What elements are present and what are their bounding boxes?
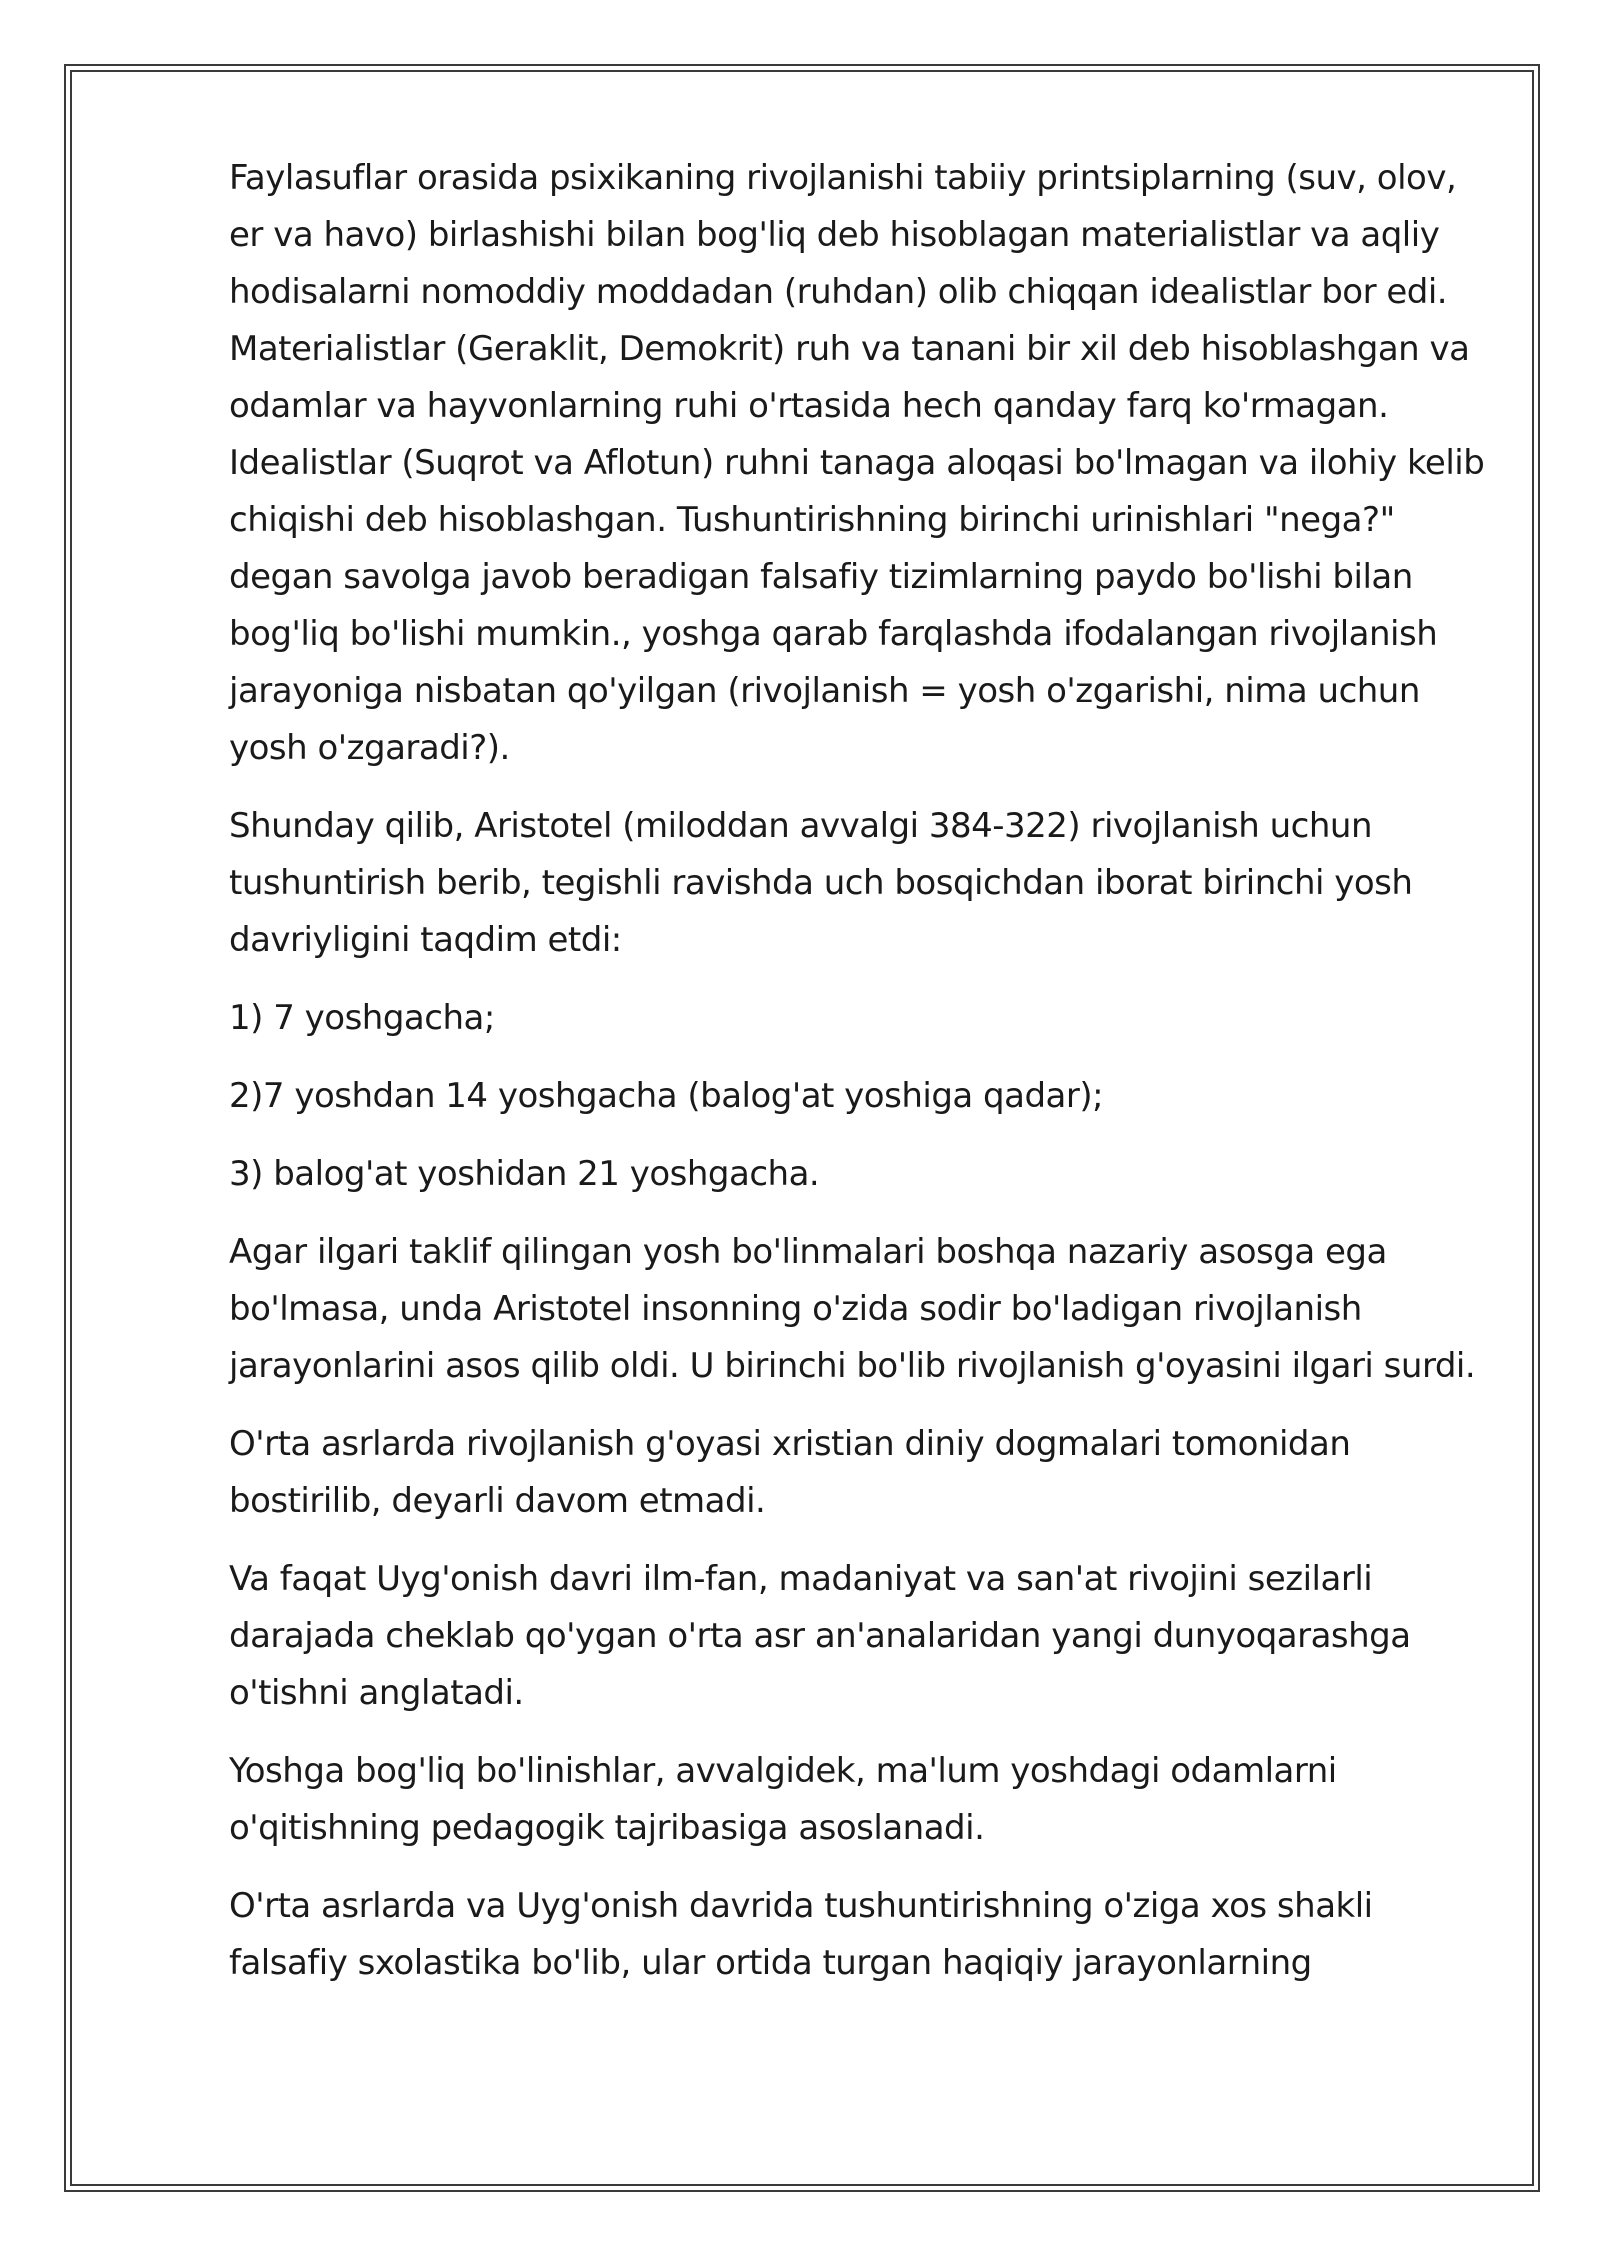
- paragraph-3: Agar ilgari taklif qilingan yosh bo'linmalari boshqa nazariy asosga ega bo'lmasa, unda Aristotel insonning o'zida sodir bo'ladigan rivojlanish jarayonlarini asos qilib oldi. U birinchi bo'lib rivojlanish g'oyasini ilgari surdi.: [229, 1232, 1476, 1386]
- list-item-1: 1) 7 yoshgacha;: [229, 998, 495, 1038]
- paragraph-7: O'rta asrlarda va Uyg'onish davrida tushuntirishning o'ziga xos shakli falsafiy sxolastika bo'lib, ular ortida turgan haqiqiy jarayonlarning: [229, 1886, 1373, 1983]
- paragraph-2: Shunday qilib, Aristotel (miloddan avvalgi 384-322) rivojlanish uchun tushuntirish berib, tegishli ravishda uch bosqichdan iborat birinchi yosh davriyligini taqdim etdi:: [229, 806, 1413, 960]
- list-item-2: 2)7 yoshdan 14 yoshgacha (balog'at yoshiga qadar);: [229, 1076, 1104, 1116]
- paragraph-6: Yoshga bog'liq bo'linishlar, avvalgidek, ma'lum yoshdagi odamlarni o'qitishning pedagogik tajribasiga asoslanadi.: [229, 1751, 1337, 1848]
- paragraph-4: O'rta asrlarda rivojlanish g'oyasi xristian diniy dogmalari tomonidan bostirilib, deyarli davom etmadi.: [229, 1424, 1351, 1521]
- document-body: [229, 150, 1499, 2013]
- paragraph-5: Va faqat Uyg'onish davri ilm-fan, madaniyat va san'at rivojini sezilarli darajada cheklab qo'ygan o'rta asr an'analaridan yangi dunyoqarashga o'tishni anglatadi.: [229, 1559, 1411, 1713]
- paragraph-1: Faylasuflar orasida psixikaning rivojlanishi tabiiy printsiplarning (suv, olov, er va havo) birlashishi bilan bog'liq deb hisoblagan materialistlar va aqliy hodisalarni nomoddiy moddadan (ruhdan) olib chiqqan idealistlar bor edi. Materialistlar (Geraklit, Demokrit) ruh va tanani bir xil deb hisoblashgan va odamlar va hayvonlarning ruhi o'rtasida hech qanday farq ko'rmagan. Idealistlar (Suqrot va Aflotun) ruhni tanaga aloqasi bo'lmagan va ilohiy kelib chiqishi deb hisoblashgan. Tushuntirishning birinchi urinishlari "nega?" degan savolga javob beradigan falsafiy tizimlarning paydo bo'lishi bilan bog'liq bo'lishi mumkin., yoshga qarab farqlashda ifodalangan rivojlanish jarayoniga nisbatan qo'yilgan (rivojlanish = yosh o'zgarishi, nima uchun yosh o'zgaradi?).: [229, 158, 1485, 768]
- list-item-3: 3) balog'at yoshidan 21 yoshgacha.: [229, 1154, 820, 1194]
